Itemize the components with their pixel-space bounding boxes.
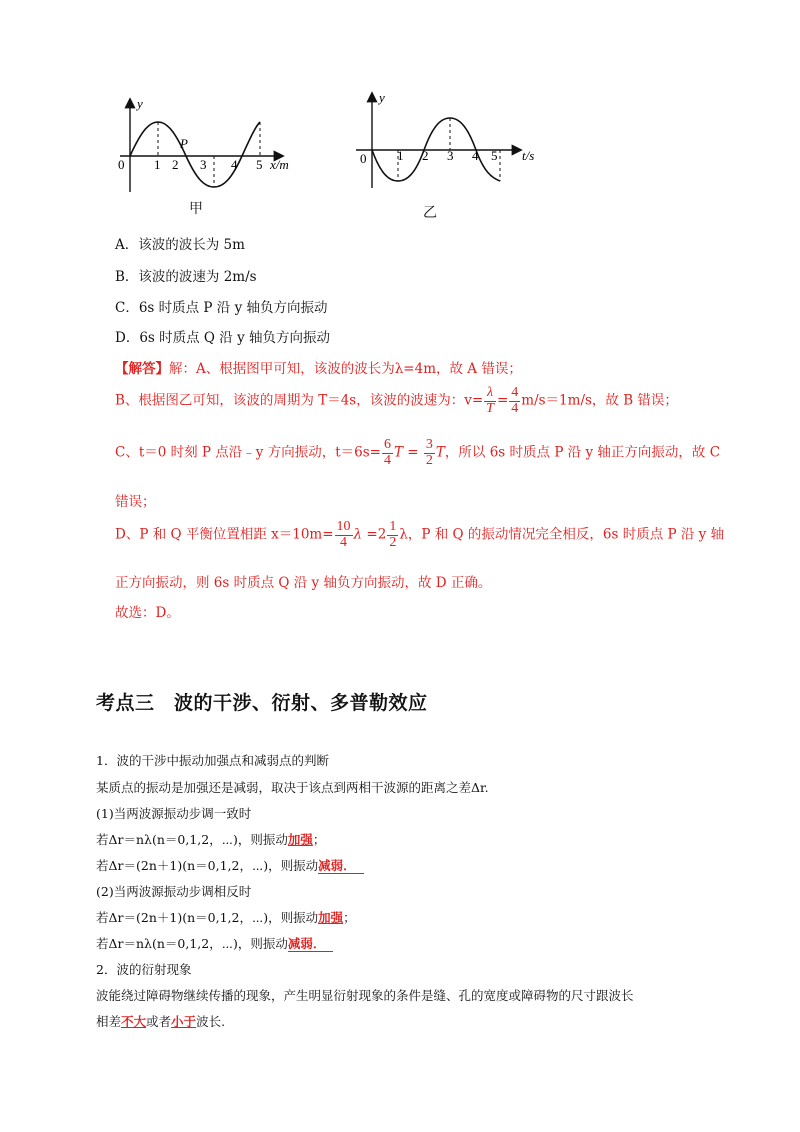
para-6: (2)当两波源振动步调相反时: [96, 884, 252, 899]
answer-text: C、t＝0 时刻 P 点沿﹣y 方向振动，t＝6s=: [115, 444, 381, 461]
answer-text: m/s＝1m/s，故 B 错误；: [521, 392, 678, 409]
y-axis-label: y: [379, 90, 385, 105]
para-text: 若Δr＝(2n＋1)(n＝0,1,2，⋯)，则振动: [96, 858, 319, 873]
answer-text: T: [435, 444, 445, 461]
point-p-label: P: [180, 136, 188, 151]
answer-line-7: 故选：D。: [115, 605, 180, 621]
answer-line-4: 错误；: [115, 494, 156, 510]
answer-line-2: [115, 386, 678, 416]
answer-text: =2: [362, 526, 387, 543]
para-3: (1)当两波源振动步调一致时: [96, 806, 252, 821]
para-text: 若Δr＝nλ(n＝0,1,2，⋯)，则振动: [96, 936, 288, 951]
frac-num: 3: [425, 437, 433, 452]
frac-den: 2: [425, 452, 433, 468]
option-c: C．6s 时质点 P 沿 y 轴负方向振动: [115, 300, 328, 316]
para-11: [96, 1012, 225, 1030]
frac-den: T: [486, 400, 494, 416]
fraction-6-4: [382, 438, 393, 468]
para-9: 2．波的衍射现象: [96, 962, 192, 977]
keyword-weaken: 减弱．: [288, 936, 334, 952]
answer-text: λ，P 和 Q 的振动情况完全相反，6s 时质点 P 沿 y 轴: [399, 526, 725, 543]
tick-label: 5: [256, 157, 263, 172]
wave-curve: [130, 122, 260, 187]
origin-label: 0: [360, 151, 367, 166]
para-text: 或者: [146, 1014, 172, 1029]
answer-text: =: [403, 444, 423, 461]
answer-text: D、P 和 Q 平衡位置相距 x＝10m=: [115, 526, 334, 543]
tick-label: 2: [172, 157, 179, 172]
answer-tag: 【解答】: [115, 361, 169, 377]
option-d: D．6s 时质点 Q 沿 y 轴负方向振动: [115, 330, 330, 346]
answer-line-5: [115, 520, 724, 550]
answer-text: ，所以 6s 时质点 P 沿 y 轴正方向振动，故 C: [444, 444, 721, 461]
frac-den: 4: [511, 400, 519, 416]
para-10: 波能绕过障碍物继续传播的现象，产生明显衍射现象的条件是缝、孔的宽度或障碍物的尺寸跟波长: [96, 988, 634, 1003]
answer-text: T: [393, 444, 403, 461]
answer-text: λ: [353, 526, 363, 543]
origin-label: 0: [118, 157, 125, 172]
answer-line-3: [115, 438, 720, 468]
keyword-smaller: 小于: [171, 1014, 197, 1029]
answer-line-6: 正方向振动，则 6s 时质点 Q 沿 y 轴负方向振动，故 D 正确。: [115, 575, 492, 591]
frac-num: 4: [511, 385, 519, 400]
para-text: ；: [343, 910, 356, 925]
para-text: ；: [312, 832, 326, 847]
fraction-3-2: [424, 438, 435, 468]
para-8: [96, 934, 333, 952]
para-4: [96, 830, 325, 848]
keyword-strengthen: 加强: [287, 832, 313, 847]
option-b: B．该波的波速为 2m/s: [115, 269, 257, 285]
y-axis-label: y: [137, 96, 143, 111]
frac-den: 4: [383, 452, 391, 468]
para-1: 1．波的干涉中振动加强点和减弱点的判断: [96, 753, 329, 768]
fraction-4-4: [509, 386, 520, 416]
tick-label: 5: [491, 148, 498, 163]
option-a: A．该波的波长为 5m: [115, 237, 245, 253]
tick-label: 3: [447, 148, 454, 163]
caption-jia: 甲: [189, 201, 203, 217]
keyword-weaken: 减弱．: [318, 858, 364, 874]
para-text: 相差: [96, 1014, 122, 1029]
para-7: [96, 908, 356, 926]
section-heading: 考点三 波的干涉、衍射、多普勒效应: [96, 692, 428, 714]
caption-yi: 乙: [423, 205, 437, 221]
x-axis-label: t/s: [522, 148, 535, 163]
tick-label: 4: [472, 148, 479, 163]
tick-label: 1: [397, 148, 404, 163]
fraction-lambda-t: [484, 386, 496, 416]
wave-graph-jia: [110, 92, 310, 197]
fraction-10-4: [335, 520, 353, 550]
tick-label: 4: [231, 157, 238, 172]
x-axis-label: x/m: [270, 157, 289, 172]
answer-text: =: [496, 392, 509, 409]
wave-graph-yi: [352, 88, 552, 193]
frac-num: 6: [383, 437, 391, 452]
para-5: [96, 856, 364, 874]
frac-den: 2: [389, 534, 397, 550]
answer-line-1: [115, 357, 522, 377]
tick-label: 1: [154, 157, 161, 172]
frac-num: 10: [336, 519, 351, 534]
para-text: 若Δr＝(2n＋1)(n＝0,1,2，⋯)，则振动: [96, 910, 319, 925]
fraction-1-2: [387, 520, 398, 550]
keyword-strengthen: 加强: [318, 910, 344, 925]
para-text: 波长.: [196, 1014, 226, 1029]
answer-text: B、根据图乙可知，该波的周期为 T＝4s，该波的波速为：v=: [115, 392, 484, 409]
frac-num: λ: [484, 386, 496, 402]
frac-den: 4: [340, 534, 348, 550]
answer-text: 解：A、根据图甲可知，该波的波长为λ=4m，故 A 错误；: [169, 361, 522, 377]
tick-label: 3: [200, 157, 207, 172]
para-2: 某质点的振动是加强还是减弱，取决于该点到两相干波源的距离之差Δr.: [96, 780, 489, 795]
keyword-not-large: 不大: [121, 1014, 147, 1029]
frac-num: 1: [389, 519, 397, 534]
para-text: 若Δr＝nλ(n＝0,1,2，⋯)，则振动: [96, 832, 288, 847]
tick-label: 2: [422, 148, 429, 163]
